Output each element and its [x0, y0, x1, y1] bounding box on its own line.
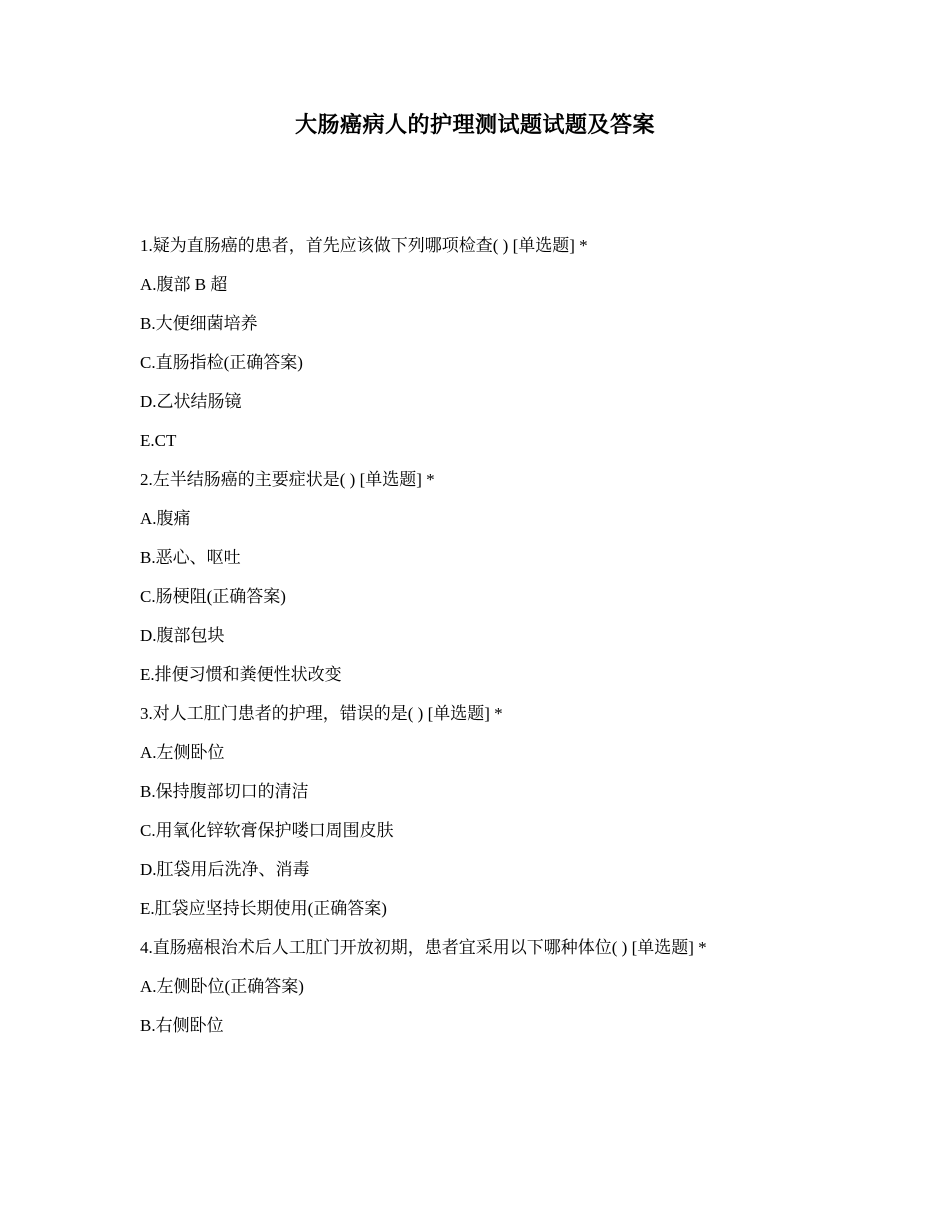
question-text: 3.对人工肛门患者的护理，错误的是( ) [单选题] *: [140, 704, 503, 723]
option-d: D.肛袋用后洗净、消毒: [140, 860, 310, 879]
question-list: [140, 234, 840, 1053]
option-b: B.右侧卧位: [140, 1016, 224, 1035]
option-e: E.CT: [140, 431, 177, 450]
question-2: [140, 468, 840, 687]
option-b: B.恶心、呕吐: [140, 548, 241, 567]
option-a: A.左侧卧位: [140, 743, 225, 762]
option-a: A.腹部 B 超: [140, 275, 228, 294]
option-d: D.乙状结肠镜: [140, 392, 242, 411]
option-c: C.肠梗阻(正确答案): [140, 587, 286, 606]
option-b: B.保持腹部切口的清洁: [140, 782, 309, 801]
question-text: 1.疑为直肠癌的患者，首先应该做下列哪项检查( ) [单选题] *: [140, 236, 588, 255]
question-1: [140, 234, 840, 453]
option-b: B.大便细菌培养: [140, 314, 258, 333]
question-text: 2.左半结肠癌的主要症状是( ) [单选题] *: [140, 470, 435, 489]
question-text: 4.直肠癌根治术后人工肛门开放初期，患者宜采用以下哪种体位( ) [单选题] *: [140, 938, 707, 957]
option-c: C.直肠指检(正确答案): [140, 353, 303, 372]
question-3: [140, 702, 840, 921]
question-4: [140, 936, 840, 1038]
option-a: A.左侧卧位(正确答案): [140, 977, 304, 996]
option-d: D.腹部包块: [140, 626, 225, 645]
option-e: E.排便习惯和粪便性状改变: [140, 665, 342, 684]
page-title: 大肠癌病人的护理测试题试题及答案: [294, 112, 655, 137]
option-e: E.肛袋应坚持长期使用(正确答案): [140, 899, 387, 918]
option-c: C.用氧化锌软膏保护喽口周围皮肤: [140, 821, 394, 840]
option-a: A.腹痛: [140, 509, 191, 528]
